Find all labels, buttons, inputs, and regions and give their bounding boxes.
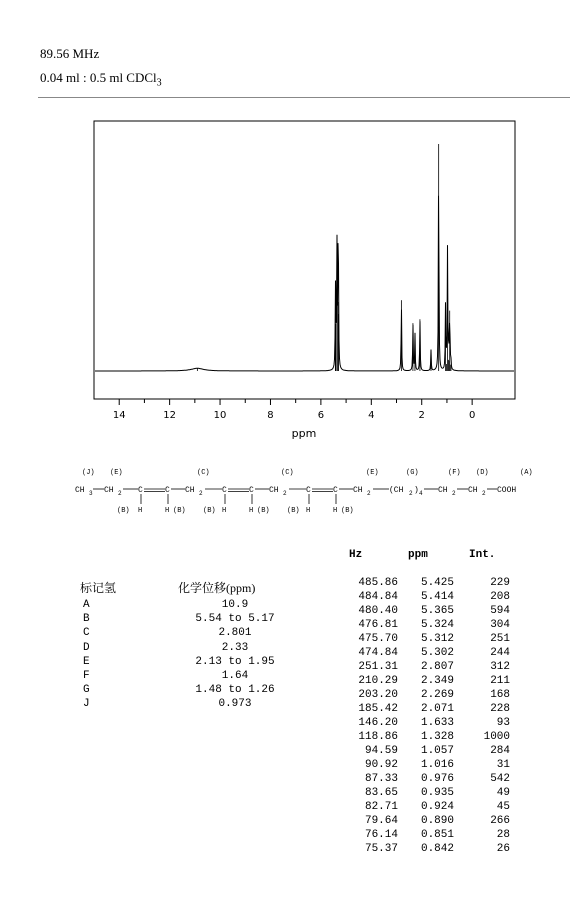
peak-cell-ppm: 1.633 xyxy=(420,717,454,729)
structure-atom: CH xyxy=(468,486,478,495)
peak-cell-int: 45 xyxy=(496,801,510,813)
vinyl-hydrogen: H xyxy=(249,507,254,515)
peak-cell-int: 28 xyxy=(496,829,510,841)
peak-cell-ppm: 0.976 xyxy=(420,773,454,785)
assignment-shift: 2.13 to 1.95 xyxy=(195,655,275,668)
structure-subscript: 2 xyxy=(409,490,413,497)
x-tick-label: 0 xyxy=(468,410,476,421)
peak-cell-ppm: 2.071 xyxy=(420,703,454,715)
proton-label: (C) xyxy=(197,469,210,477)
peak-header-ppm: ppm xyxy=(408,549,428,561)
peak-cell-int: 542 xyxy=(490,773,510,785)
peak-cell-hz: 210.29 xyxy=(358,675,398,687)
peak-cell-ppm: 5.414 xyxy=(420,591,454,603)
peak-cell-hz: 75.37 xyxy=(364,843,398,855)
peak-cell-ppm: 5.425 xyxy=(420,577,454,589)
peak-header-hz: Hz xyxy=(349,549,363,561)
peak-cell-hz: 83.65 xyxy=(364,787,398,799)
structure-atom: COOH xyxy=(497,486,517,495)
proton-label: (J) xyxy=(82,469,95,477)
peak-cell-hz: 203.20 xyxy=(358,689,398,701)
peak-cell-int: 211 xyxy=(490,675,510,687)
structure-atom: C xyxy=(165,486,170,495)
structure-subscript: 2 xyxy=(367,490,371,497)
structure-subscript: 2 xyxy=(283,490,287,497)
structure-subscript: 2 xyxy=(199,490,203,497)
peak-cell-ppm: 2.349 xyxy=(420,675,454,687)
peak-cell-int: 304 xyxy=(490,619,510,631)
peak-cell-ppm: 5.324 xyxy=(420,619,454,631)
assignment-header-label: 标记氢 xyxy=(80,581,117,595)
structure-atom: CH xyxy=(185,486,195,495)
peak-cell-int: 228 xyxy=(490,703,510,715)
peak-cell-int: 244 xyxy=(490,647,510,659)
peak-cell-hz: 146.20 xyxy=(358,717,398,729)
structure-atom: CH xyxy=(269,486,279,495)
structure-bonds xyxy=(93,489,497,504)
peak-cell-ppm: 5.302 xyxy=(420,647,454,659)
peak-cell-ppm: 5.365 xyxy=(420,605,454,617)
peak-cell-int: 49 xyxy=(496,787,510,799)
peak-cell-ppm: 2.807 xyxy=(420,661,454,673)
assignment-shift: 5.54 to 5.17 xyxy=(195,613,275,626)
peak-cell-ppm: 0.924 xyxy=(420,801,454,813)
vinyl-hydrogen: (B) xyxy=(203,507,216,515)
peak-cell-hz: 251.31 xyxy=(358,661,398,673)
peak-cell-hz: 118.86 xyxy=(358,731,398,743)
peak-cell-hz: 90.92 xyxy=(364,759,398,771)
structure-atom: ) xyxy=(414,486,419,495)
structure-subscript: 2 xyxy=(482,490,486,497)
spectrometer-frequency: 89.56 MHz xyxy=(40,46,100,61)
vinyl-hydrogen: H xyxy=(306,507,311,515)
assignment-label: A xyxy=(83,599,90,611)
structure-atom: C xyxy=(222,486,227,495)
peak-cell-hz: 484.84 xyxy=(358,591,398,603)
peak-cell-int: 251 xyxy=(490,633,510,645)
peak-cell-ppm: 0.935 xyxy=(420,787,454,799)
peak-cell-hz: 480.40 xyxy=(358,605,398,617)
peak-cell-hz: 76.14 xyxy=(364,829,398,841)
peak-cell-int: 229 xyxy=(490,577,510,589)
vinyl-hydrogen: H xyxy=(138,507,143,515)
peak-cell-ppm: 5.312 xyxy=(420,633,454,645)
vinyl-hydrogen: (B) xyxy=(287,507,300,515)
peak-cell-int: 594 xyxy=(490,605,510,617)
peak-cell-ppm: 2.269 xyxy=(420,689,454,701)
proton-label: (E) xyxy=(110,469,123,477)
structure-subscript: 2 xyxy=(118,490,122,497)
structure-atom: CH xyxy=(104,486,114,495)
structure-atom: CH xyxy=(353,486,363,495)
assignment-label: D xyxy=(83,641,90,654)
structure-atom: C xyxy=(306,486,311,495)
structure-atom: C xyxy=(333,486,338,495)
assignment-label: B xyxy=(83,613,90,626)
structure-proton-labels xyxy=(82,469,533,477)
peak-cell-ppm: 0.851 xyxy=(420,829,454,841)
peak-cell-hz: 485.86 xyxy=(358,577,398,589)
assignment-shift: 10.9 xyxy=(221,599,249,611)
peak-cell-int: 31 xyxy=(496,759,510,771)
x-tick-label: 12 xyxy=(163,410,176,421)
spectrum-peaks xyxy=(197,144,451,371)
sample-concentration-subscript: 3 xyxy=(156,77,162,89)
assignment-shift: 1.48 to 1.26 xyxy=(195,684,275,697)
x-tick-label: 10 xyxy=(213,410,227,421)
structure-atom: (CH xyxy=(389,486,404,495)
proton-label: (D) xyxy=(476,469,489,477)
vinyl-hydrogen: H xyxy=(333,507,338,515)
peak-cell-hz: 476.81 xyxy=(358,619,398,631)
peak-cell-hz: 82.71 xyxy=(364,801,398,813)
peak-cell-hz: 79.64 xyxy=(364,815,398,827)
proton-label: (G) xyxy=(406,469,419,477)
peak-cell-hz: 87.33 xyxy=(364,773,398,785)
assignment-label: C xyxy=(83,627,90,640)
peak-cell-int: 93 xyxy=(496,717,510,729)
assignment-shift: 2.33 xyxy=(221,641,249,654)
structure-subscript: 4 xyxy=(419,490,423,497)
vinyl-hydrogen: (B) xyxy=(341,507,354,515)
x-tick-label: 14 xyxy=(112,410,126,421)
x-tick-label: 8 xyxy=(267,410,274,421)
assignment-label: J xyxy=(83,698,90,711)
structure-atom: CH xyxy=(75,486,85,495)
structure-atom: CH xyxy=(438,486,448,495)
peak-header-int: Int. xyxy=(469,549,496,561)
proton-label: (E) xyxy=(366,469,379,477)
x-axis-label: ppm xyxy=(291,427,317,440)
peak-cell-hz: 94.59 xyxy=(364,745,398,757)
proton-label: (C) xyxy=(281,469,294,477)
peak-cell-ppm: 1.057 xyxy=(420,745,454,757)
peak-cell-int: 312 xyxy=(490,661,510,673)
assignment-shift: 2.801 xyxy=(218,627,252,640)
assignment-header-shift: 化学位移(ppm) xyxy=(178,581,256,595)
peak-cell-ppm: 0.842 xyxy=(420,843,454,855)
peak-cell-ppm: 1.016 xyxy=(420,759,454,771)
x-axis-ticks xyxy=(113,399,475,421)
vinyl-hydrogen: H xyxy=(222,507,227,515)
peak-cell-int: 208 xyxy=(490,591,510,603)
plot-frame xyxy=(94,121,515,399)
vinyl-hydrogen: (B) xyxy=(173,507,186,515)
assignment-shift: 0.973 xyxy=(218,698,252,711)
assignment-label: E xyxy=(83,655,90,668)
molecular-structure xyxy=(0,460,570,532)
proton-label: (A) xyxy=(520,469,533,477)
x-tick-label: 6 xyxy=(317,410,325,421)
vinyl-hydrogen: (B) xyxy=(257,507,270,515)
x-tick-label: 2 xyxy=(418,410,425,421)
vinyl-hydrogen: H xyxy=(165,507,170,515)
vinyl-hydrogen: (B) xyxy=(117,507,130,515)
peak-cell-int: 284 xyxy=(490,745,510,757)
peak-cell-int: 1000 xyxy=(483,731,510,743)
assignment-label: G xyxy=(83,684,90,697)
structure-atom: C xyxy=(138,486,143,495)
peak-cell-int: 266 xyxy=(490,815,510,827)
sample-concentration-text: 0.04 ml : 0.5 ml CDCl xyxy=(40,70,157,85)
peak-cell-hz: 475.70 xyxy=(358,633,398,645)
structure-vinyl-hydrogens xyxy=(117,507,354,515)
peak-cell-ppm: 0.890 xyxy=(420,815,454,827)
assignment-label: F xyxy=(83,670,90,682)
assignment-shift: 1.64 xyxy=(221,670,249,682)
x-tick-label: 4 xyxy=(368,410,375,421)
spectrum-trace xyxy=(95,196,514,371)
structure-subscript: 3 xyxy=(89,490,93,497)
peak-cell-ppm: 1.328 xyxy=(420,731,454,743)
nmr-spectrum-chart xyxy=(0,0,570,450)
proton-label: (F) xyxy=(448,469,461,477)
peak-cell-hz: 185.42 xyxy=(358,703,398,715)
peak-cell-int: 26 xyxy=(496,843,510,855)
structure-atom: C xyxy=(249,486,254,495)
structure-subscript: 2 xyxy=(452,490,456,497)
peak-cell-hz: 474.84 xyxy=(358,647,398,659)
peak-cell-int: 168 xyxy=(490,689,510,701)
